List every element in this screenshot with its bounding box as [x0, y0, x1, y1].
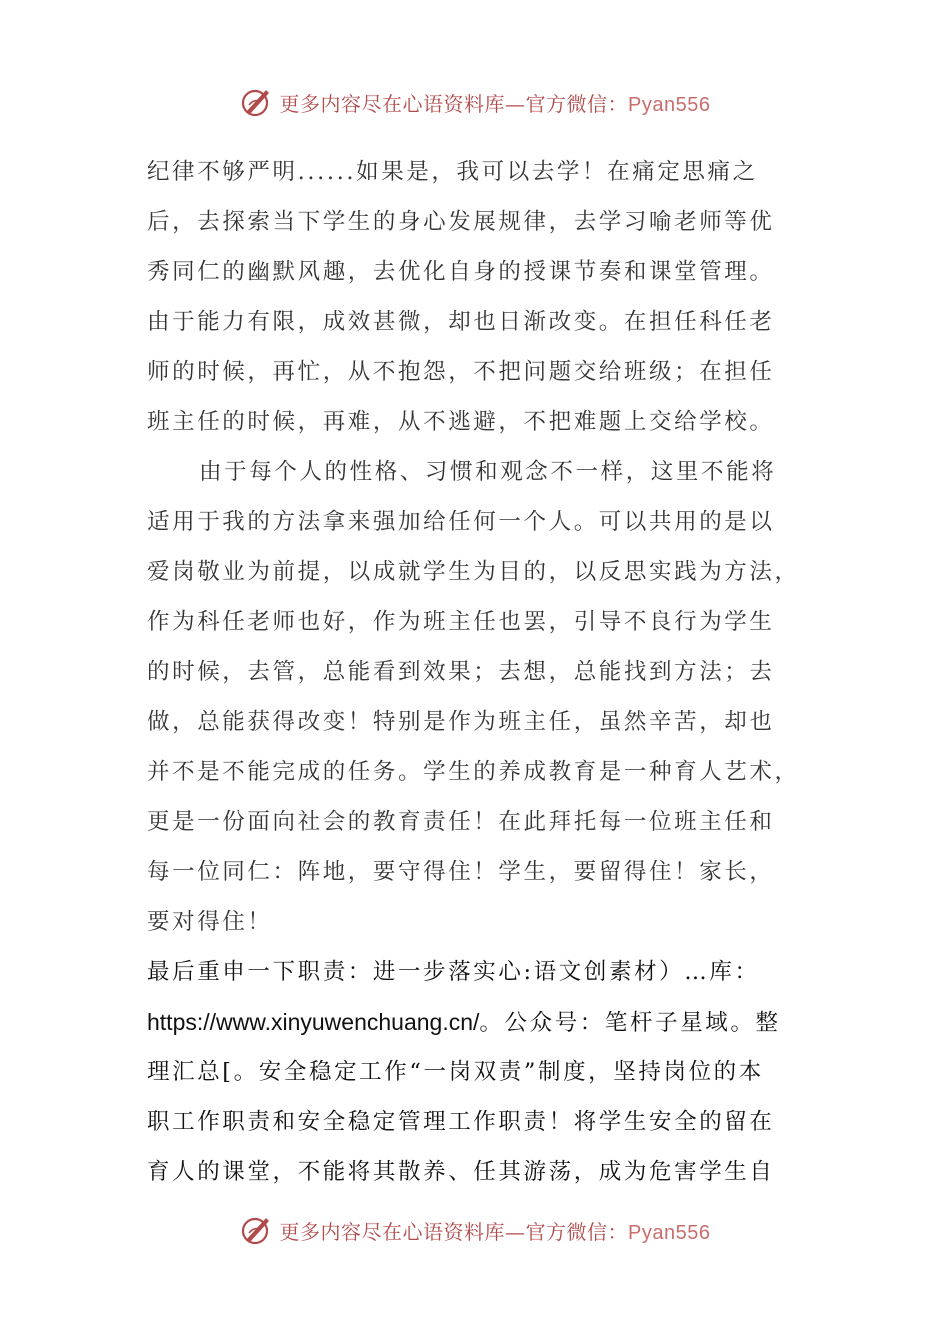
- url-trailing-text: 。公众号：笔杆子星域。整: [479, 1010, 781, 1036]
- footer-banner: [0, 1208, 950, 1252]
- body-line: 师的时候，再忙，从不抱怨，不把问题交给班级；在担任: [147, 359, 775, 385]
- body-line: 理汇总[。安全稳定工作“一岗双责”制度，坚持岗位的本: [147, 1059, 764, 1085]
- body-line: 爱岗敬业为前提，以成就学生为目的，以反思实践为方法，: [147, 559, 800, 585]
- pen-logo-icon: [240, 1213, 274, 1247]
- body-line: 每一位同仁：阵地，要守得住！学生，要留得住！家长，: [147, 859, 775, 885]
- body-line: 职工作职责和安全稳定管理工作职责！将学生安全的留在: [147, 1109, 775, 1135]
- footer-banner-text: [280, 1216, 711, 1245]
- header-banner-text: [280, 88, 711, 117]
- pen-logo-icon: [240, 85, 274, 119]
- body-line: 后，去探索当下学生的身心发展规律，去学习喻老师等优: [147, 209, 775, 235]
- body-line: 做，总能获得改变！特别是作为班主任，虽然辛苦，却也: [147, 709, 775, 735]
- body-line: 秀同仁的幽默风趣，去优化自身的授课节奏和课堂管理。: [147, 259, 775, 285]
- header-banner-label: 更多内容尽在心语资料库—官方微信：: [279, 91, 629, 116]
- body-line: 的时候，去管，总能看到效果；去想，总能找到方法；去: [147, 659, 775, 685]
- header-banner: [0, 80, 950, 124]
- website-url: https://www.xinyuwenchuang.cn/: [147, 1009, 480, 1035]
- body-line: 作为科任老师也好，作为班主任也罢，引导不良行为学生: [147, 609, 775, 635]
- body-line: 纪律不够严明......如果是，我可以去学！在痛定思痛之: [147, 159, 758, 185]
- body-line: 适用于我的方法拿来强加给任何一个人。可以共用的是以: [147, 509, 775, 535]
- document-body: [147, 147, 807, 1197]
- body-line: 并不是不能完成的任务。学生的养成教育是一种育人艺术，: [147, 759, 800, 785]
- body-line: 更是一份面向社会的教育责任！在此拜托每一位班主任和: [147, 809, 775, 835]
- header-banner-id: Pyan556: [628, 93, 711, 116]
- body-line: 班主任的时候，再难，从不逃避，不把难题上交给学校。: [147, 409, 775, 435]
- body-line: 由于能力有限，成效甚微，却也日渐改变。在担任科任老: [147, 309, 775, 335]
- body-line: 要对得住！: [147, 909, 273, 935]
- footer-banner-id: Pyan556: [628, 1221, 711, 1244]
- body-line: 最后重申一下职责：进一步落实心:语文创素材）…库：: [147, 959, 760, 985]
- body-line: 育人的课堂，不能将其散养、任其游荡，成为危害学生自: [147, 1159, 775, 1185]
- body-line-url: [147, 997, 807, 1047]
- footer-banner-label: 更多内容尽在心语资料库—官方微信：: [279, 1219, 629, 1244]
- paragraph-start-line: 由于每个人的性格、习惯和观念不一样，这里不能将: [199, 459, 777, 485]
